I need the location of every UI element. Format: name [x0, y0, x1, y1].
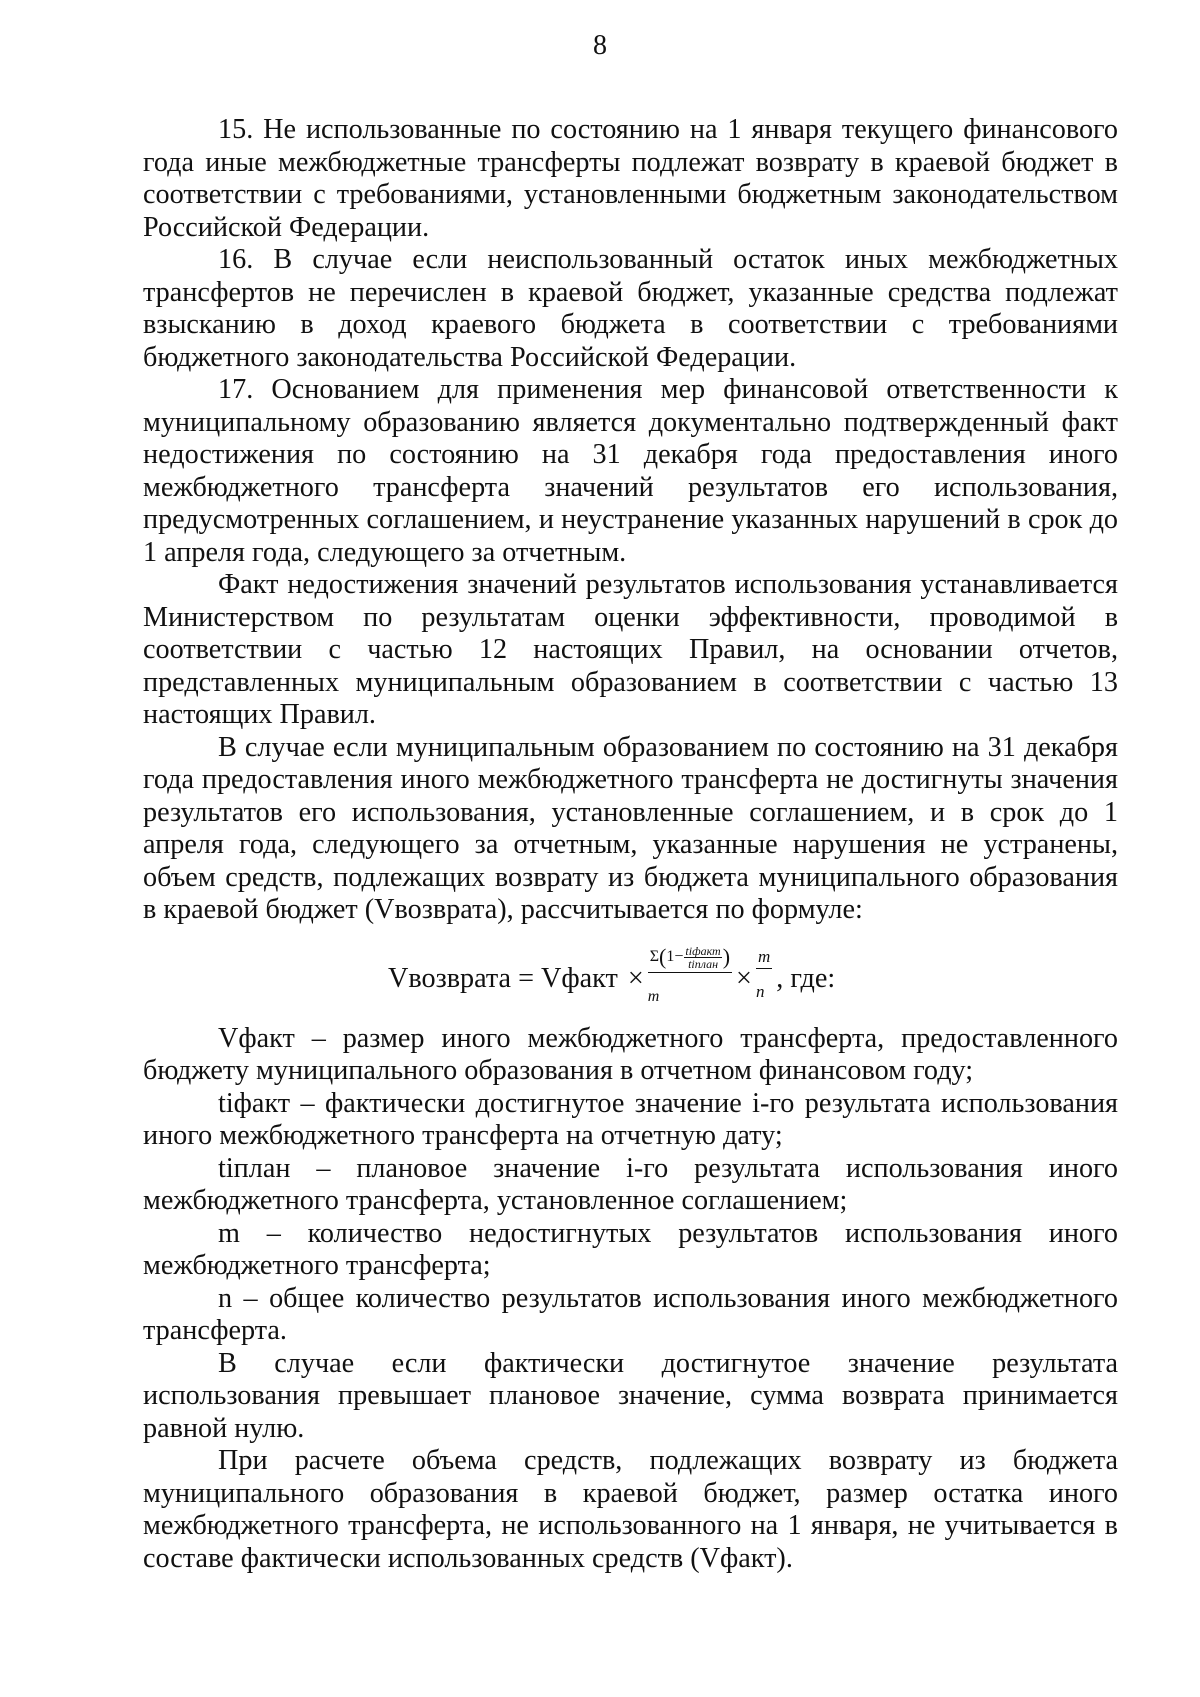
formula-sum-numerator — [648, 945, 732, 973]
formula-m-denominator: m — [647, 987, 660, 1005]
formula-ti-fact: tiфакт — [685, 943, 721, 958]
return-volume-formula — [143, 945, 1118, 1013]
paragraph-16: 16. В случае если неиспользованный остаток иных межбюджетных трансфертов не перечислен в краевой бюджет, указанные средства подлежат взысканию в доход краевого бюджета в соответствии с требованиями бюджетного законодательства Российской Федерации. — [143, 244, 1118, 373]
paragraph-17: 17. Основанием для применения мер финансовой ответственности к муниципальному образованию является документально подтвержденный факт недостижения по состоянию на 31 декабря года предоставления иного межбюджетного трансферта значений результатов его использования, предусмотренных соглашением, и неустранение указанных нарушений в срок до 1 апреля года, следующего за отчетным. — [143, 374, 1118, 568]
formula-lhs: Vвозврата = Vфакт — [388, 962, 618, 994]
definition-m: m – количество недостигнутых результатов использования иного межбюджетного трансферта; — [143, 1217, 1118, 1281]
paragraph-zero-return: В случае если фактически достигнутое значение результата использования превышает плановое значение, сумма возврата принимается равной нулю. — [143, 1347, 1118, 1444]
paragraph-15: 15. Не использованные по состоянию на 1 января текущего финансового года иные межбюджетные трансферты подлежат возврату в краевой бюджет в соответствии с требованиями, установленными бюджетным законодательством Российской Федерации. — [143, 114, 1118, 243]
definition-n: n – общее количество результатов использования иного межбюджетного трансферта. — [143, 1282, 1118, 1346]
paragraph-fact-nedostizheniya: Факт недостижения значений результатов использования устанавливается Министерством по результатам оценки эффективности, проводимой в соответствии с частью 12 настоящих Правил, на основании отчетов, представленных муниципальным образованием в соответствии с частью 13 настоящих Правил. — [143, 569, 1118, 730]
paragraph-formula-intro: В случае если муниципальным образованием по состоянию на 31 декабря года предоставления иного межбюджетного трансферта не достигнуты значения результатов его использования, установленные соглашением, и в срок до 1 апреля года, следующего за отчетным, указанные нарушения не устранены, объем средств, подлежащих возврату из бюджета муниципального образования в краевой бюджет (Vвозврата), рассчитывается по формуле: — [143, 731, 1118, 925]
document-body — [143, 114, 1118, 1575]
formula-m: m — [756, 948, 772, 969]
definition-vfakt: Vфакт – размер иного межбюджетного трансферта, предоставленного бюджету муниципального образования в отчетном финансовом году; — [143, 1022, 1118, 1086]
formula-m-over-n — [756, 948, 772, 1009]
formula-times-2: × — [736, 962, 752, 994]
formula-open-paren: ( — [659, 944, 667, 969]
formula-times-1: × — [627, 962, 644, 994]
formula-ti-ratio — [684, 945, 721, 970]
paragraph-remainder-note: При расчете объема средств, подлежащих возврату из бюджета муниципального образования в краевой бюджет, размер остатка иного межбюджетного трансферта, не использованного на 1 января, не учитывается в составе фактически использованных средств (Vфакт). — [143, 1445, 1118, 1574]
formula-tail: , где: — [776, 962, 836, 994]
formula-ti-plan: tiплан — [688, 956, 719, 971]
definition-tifakt: tiфакт – фактически достигнутое значение i-го результата использования иного межбюджетного трансферта на отчетную дату; — [143, 1087, 1118, 1151]
definition-tiplan: tiплан – плановое значение i-го результата использования иного межбюджетного трансферта, установленное соглашением; — [143, 1152, 1118, 1216]
formula-n: n — [755, 982, 765, 1001]
formula-sum-sign: Σ — [649, 948, 660, 965]
formula-main-fraction — [648, 945, 732, 1013]
page-number: 8 — [593, 30, 607, 61]
formula-one-minus: 1− — [666, 948, 684, 965]
formula-close-paren: ) — [722, 944, 731, 969]
